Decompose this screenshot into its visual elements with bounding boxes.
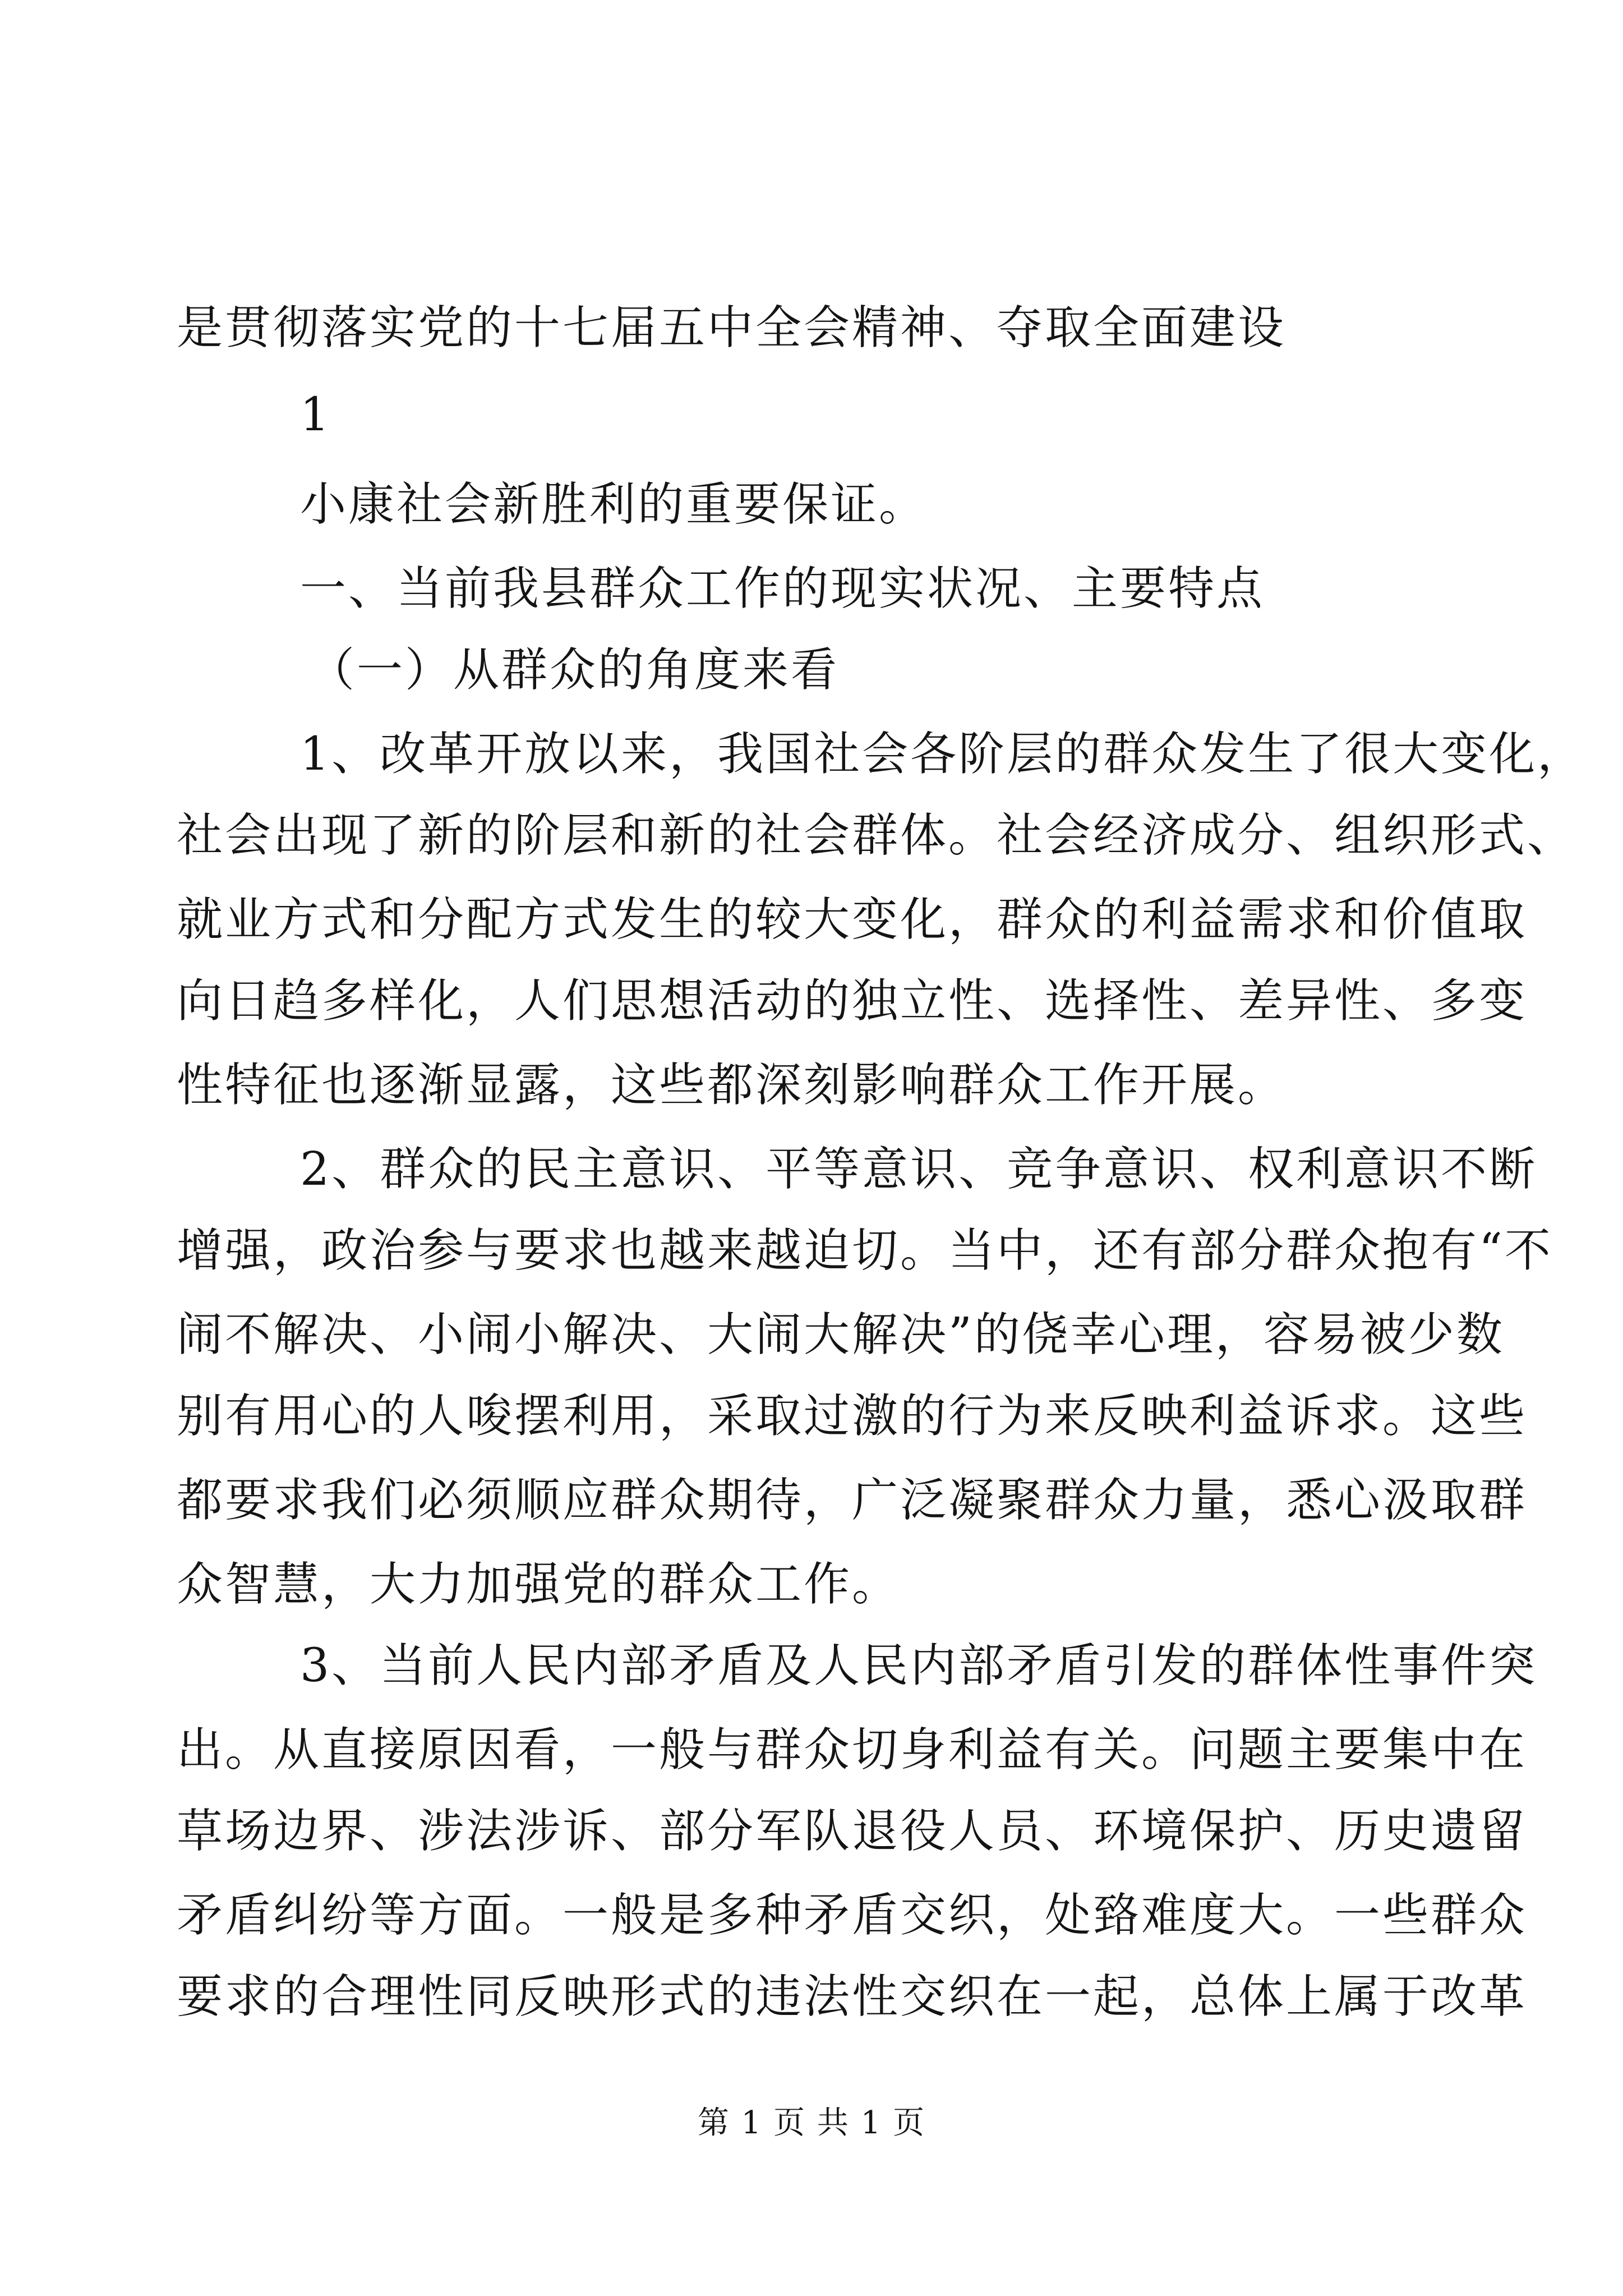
text-line: 都要求我们必须顺应群众期待，广泛凝聚群众力量，悉心汲取群 (177, 1474, 1528, 1527)
text-line: 众智慧，大力加强党的群众工作。 (177, 1558, 901, 1611)
text-line: 出。从直接原因看，一般与群众切身利益有关。问题主要集中在 (177, 1723, 1528, 1777)
text-line: 2、群众的民主意识、平等意识、竞争意识、权利意识不断 (300, 1143, 1538, 1196)
text-line: 矛盾纠纷等方面。一般是多种矛盾交织，处臵难度大。一些群众 (177, 1889, 1528, 1942)
text-line: 别有用心的人唆摆利用，采取过激的行为来反映利益诉求。这些 (177, 1389, 1528, 1443)
text-line: 向日趋多样化，人们思想活动的独立性、选择性、差异性、多变 (177, 974, 1528, 1028)
text-line: 1、改革开放以来，我国社会各阶层的群众发生了很大变化， (300, 728, 1586, 781)
text-line: 就业方式和分配方式发生的较大变化，群众的利益需求和价值取 (177, 893, 1528, 946)
text-line: 社会出现了新的阶层和新的社会群体。社会经济成分、组织形式、 (177, 809, 1576, 862)
section-heading: 一、当前我县群众工作的现实状况、主要特点 (300, 562, 1265, 615)
text-line: 小康社会新胜利的重要保证。 (300, 478, 928, 531)
text-line: 闹不解决、小闹小解决、大闹大解决”的侥幸心理，容易被少数 (177, 1308, 1505, 1361)
text-line: 增强，政治参与要求也越来越迫切。当中，还有部分群众抱有“不 (177, 1224, 1553, 1277)
subsection-heading: （一）从群众的角度来看 (308, 643, 840, 697)
text-line: 3、当前人民内部矛盾及人民内部矛盾引发的群体性事件突 (300, 1639, 1538, 1692)
text-line: 性特征也逐渐显露，这些都深刻影响群众工作开展。 (177, 1059, 1287, 1112)
text-line: 是贯彻落实党的十七届五中全会精神、夺取全面建设 (177, 301, 1287, 355)
text-line: 1 (300, 388, 332, 441)
text-line: 草场边界、涉法涉诉、部分军队退役人员、环境保护、历史遗留 (177, 1805, 1528, 1858)
page-footer: 第 1 页 共 1 页 (697, 2105, 926, 2141)
text-line: 要求的合理性同反映形式的违法性交织在一起，总体上属于改革 (177, 1970, 1528, 2023)
